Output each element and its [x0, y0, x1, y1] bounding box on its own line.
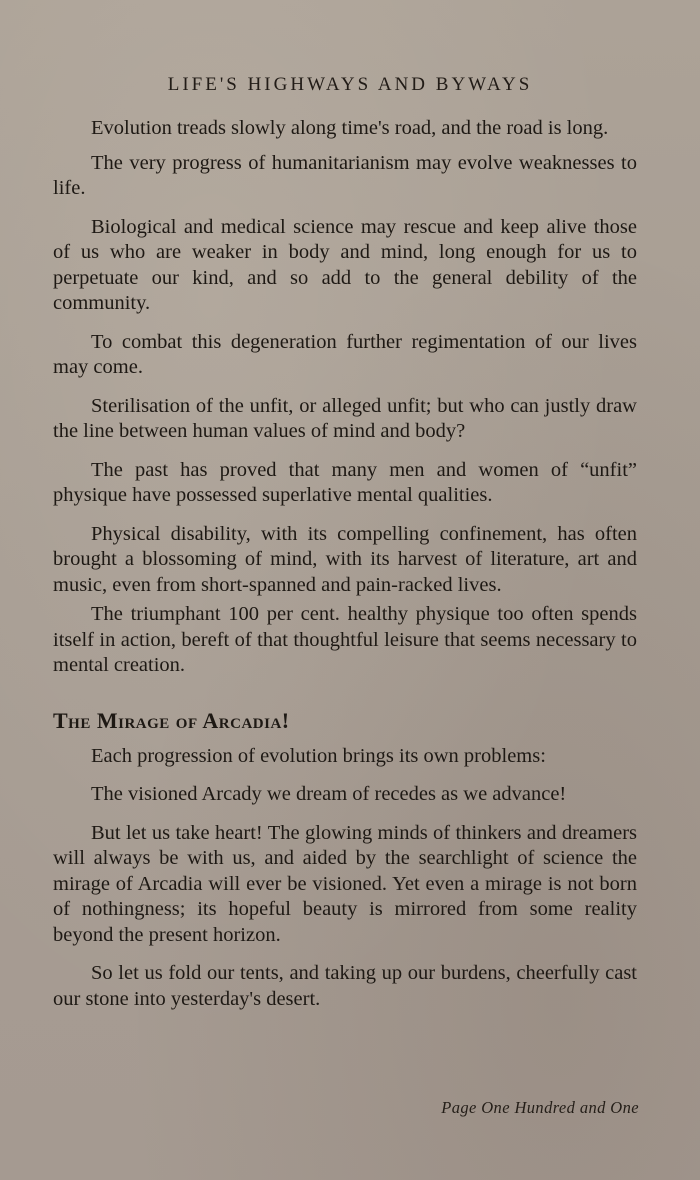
page-body — [53, 116, 637, 1012]
paragraph: The triumphant 100 per cent. healthy physique too often spends itself in action, bereft of that thoughtful leisure that seems necessary to mental creation. — [53, 603, 637, 676]
paragraph: The past has proved that many men and women of “unfit” physique have possessed superlative mental qualities. — [53, 458, 637, 506]
paragraph: To combat this degeneration further regimentation of our lives may come. — [53, 330, 637, 378]
paragraph: Biological and medical science may rescue and keep alive those of us who are weaker in body and mind, long enough for us to perpetuate our kind, and so add to the general debility of the community. — [53, 215, 637, 314]
paragraph: Evolution treads slowly along time's road, and the road is long. — [91, 117, 609, 139]
paragraph: Physical disability, with its compelling confinement, has often brought a blossoming of mind, with its harvest of literature, art and music, even from short-spanned and pain-racked lives. — [53, 522, 637, 596]
running-head: LIFE'S HIGHWAYS AND BYWAYS — [167, 74, 533, 95]
paragraph: The visioned Arcady we dream of recedes as we advance! — [91, 783, 567, 805]
paragraph: But let us take heart! The glowing minds of thinkers and dreamers will always be with us, and aided by the searchlight of science the mirage of Arcadia will ever be visioned. Yet even a mirage is not born of nothingness; its hopeful beauty is mirrored from some reality beyond the present horizon. — [53, 821, 637, 946]
paragraph: Each progression of evolution brings its own problems: — [91, 744, 546, 767]
paragraph: The very progress of humanitarianism may evolve weaknesses to life. — [53, 151, 637, 199]
page-number: Page One Hundred and One — [441, 1098, 639, 1117]
paragraph: Sterilisation of the unfit, or alleged unfit; but who can justly draw the line between human values of mind and body? — [53, 394, 637, 442]
paragraph: So let us fold our tents, and taking up our burdens, cheerfully cast our stone into yesterday's desert. — [53, 962, 637, 1010]
section-heading: The Mirage of Arcadia! — [53, 707, 290, 733]
